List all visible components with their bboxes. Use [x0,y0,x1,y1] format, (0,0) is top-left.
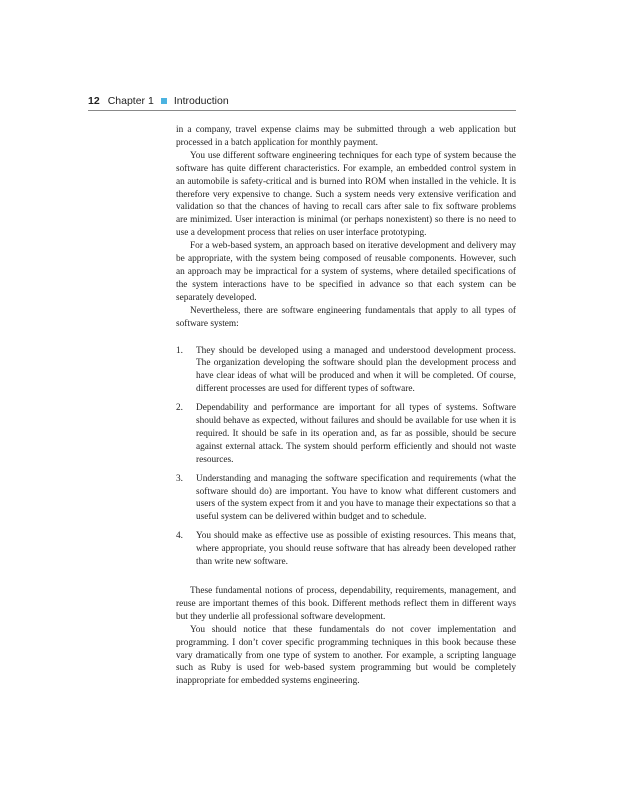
list-item [176,345,516,397]
paragraph: You should notice that these fundamentals do not cover implementation and programming. I don’t cover specific programming techniques in this book because these vary dramatically from one type of system to another. For example, a scripting language such as Ruby is used for web-based system programming but would be completely inappropriate for embedded systems engineering. [176,624,516,687]
header-rule [88,110,516,111]
paragraph: For a web-based system, an approach based on iterative development and delivery may be appropriate, with the system being composed of reusable components. However, such an approach may be impractical for a system of systems, where detailed specifications of the system interactions have to be specified in advance so that each system can be separately developed. [176,241,516,303]
running-header [88,95,516,107]
chapter-label: Chapter 1 [107,95,154,107]
paragraph: in a company, travel expense claims may be submitted through a web application but processed in a batch application for monthly payment. [176,125,516,148]
list-text: You should make as effective use as possible of existing resources. This means that, where appropriate, you should reuse software that has already been developed rather than write new software. [196,531,516,568]
list-number: 3. [176,473,183,484]
list-number: 4. [176,531,183,542]
list-item [176,473,516,525]
paragraph: These fundamental notions of process, dependability, requirements, management, and reuse are important themes of this book. Different methods reflect them in different ways but they underlie all professional software development. [176,586,516,622]
square-bullet-icon [161,98,167,104]
section-title: Introduction [173,95,229,107]
list-text: Dependability and performance are important for all types of systems. Software should behave as expected, without failures and should be available for use when it is required. It should be safe in its operation and, as far as possible, should be secure against external attack. The system should perform efficiently and should not waste resources. [196,403,516,465]
list-number: 1. [176,345,183,356]
list-item [176,530,516,569]
paragraph: Nevertheless, there are software engineering fundamentals that apply to all types of software system: [176,305,516,329]
paragraph: You use different software engineering techniques for each type of system because the software has quite different characteristics. For example, an embedded control system in an automobile is safety-critical and is burned into ROM when installed in the vehicle. It is therefore very expensive to change. Such a system needs very extensive verification and validation so that the chances of having to recall cars after sale to fix software problems are minimized. User interaction is minimal (or perhaps nonexistent) so there is no need to use a development process that relies on user interface prototyping. [176,150,516,239]
page-number: 12 [88,95,100,107]
list-text: Understanding and managing the software specification and requirements (what the software should do) are important. You have to know what different customers and users of the system expect from it and you have to manage their expectations so that a useful system can be delivered within budget and to schedule. [196,473,516,523]
list-text: They should be developed using a managed and understood development process. The organization developing the software should plan the development process and have clear ideas of what will be produced and when it will be completed. Of course, different processes are used for different types of software. [196,345,516,395]
list-item [176,402,516,467]
page-body [176,124,516,688]
fundamentals-list [176,345,516,570]
list-number: 2. [176,403,183,414]
